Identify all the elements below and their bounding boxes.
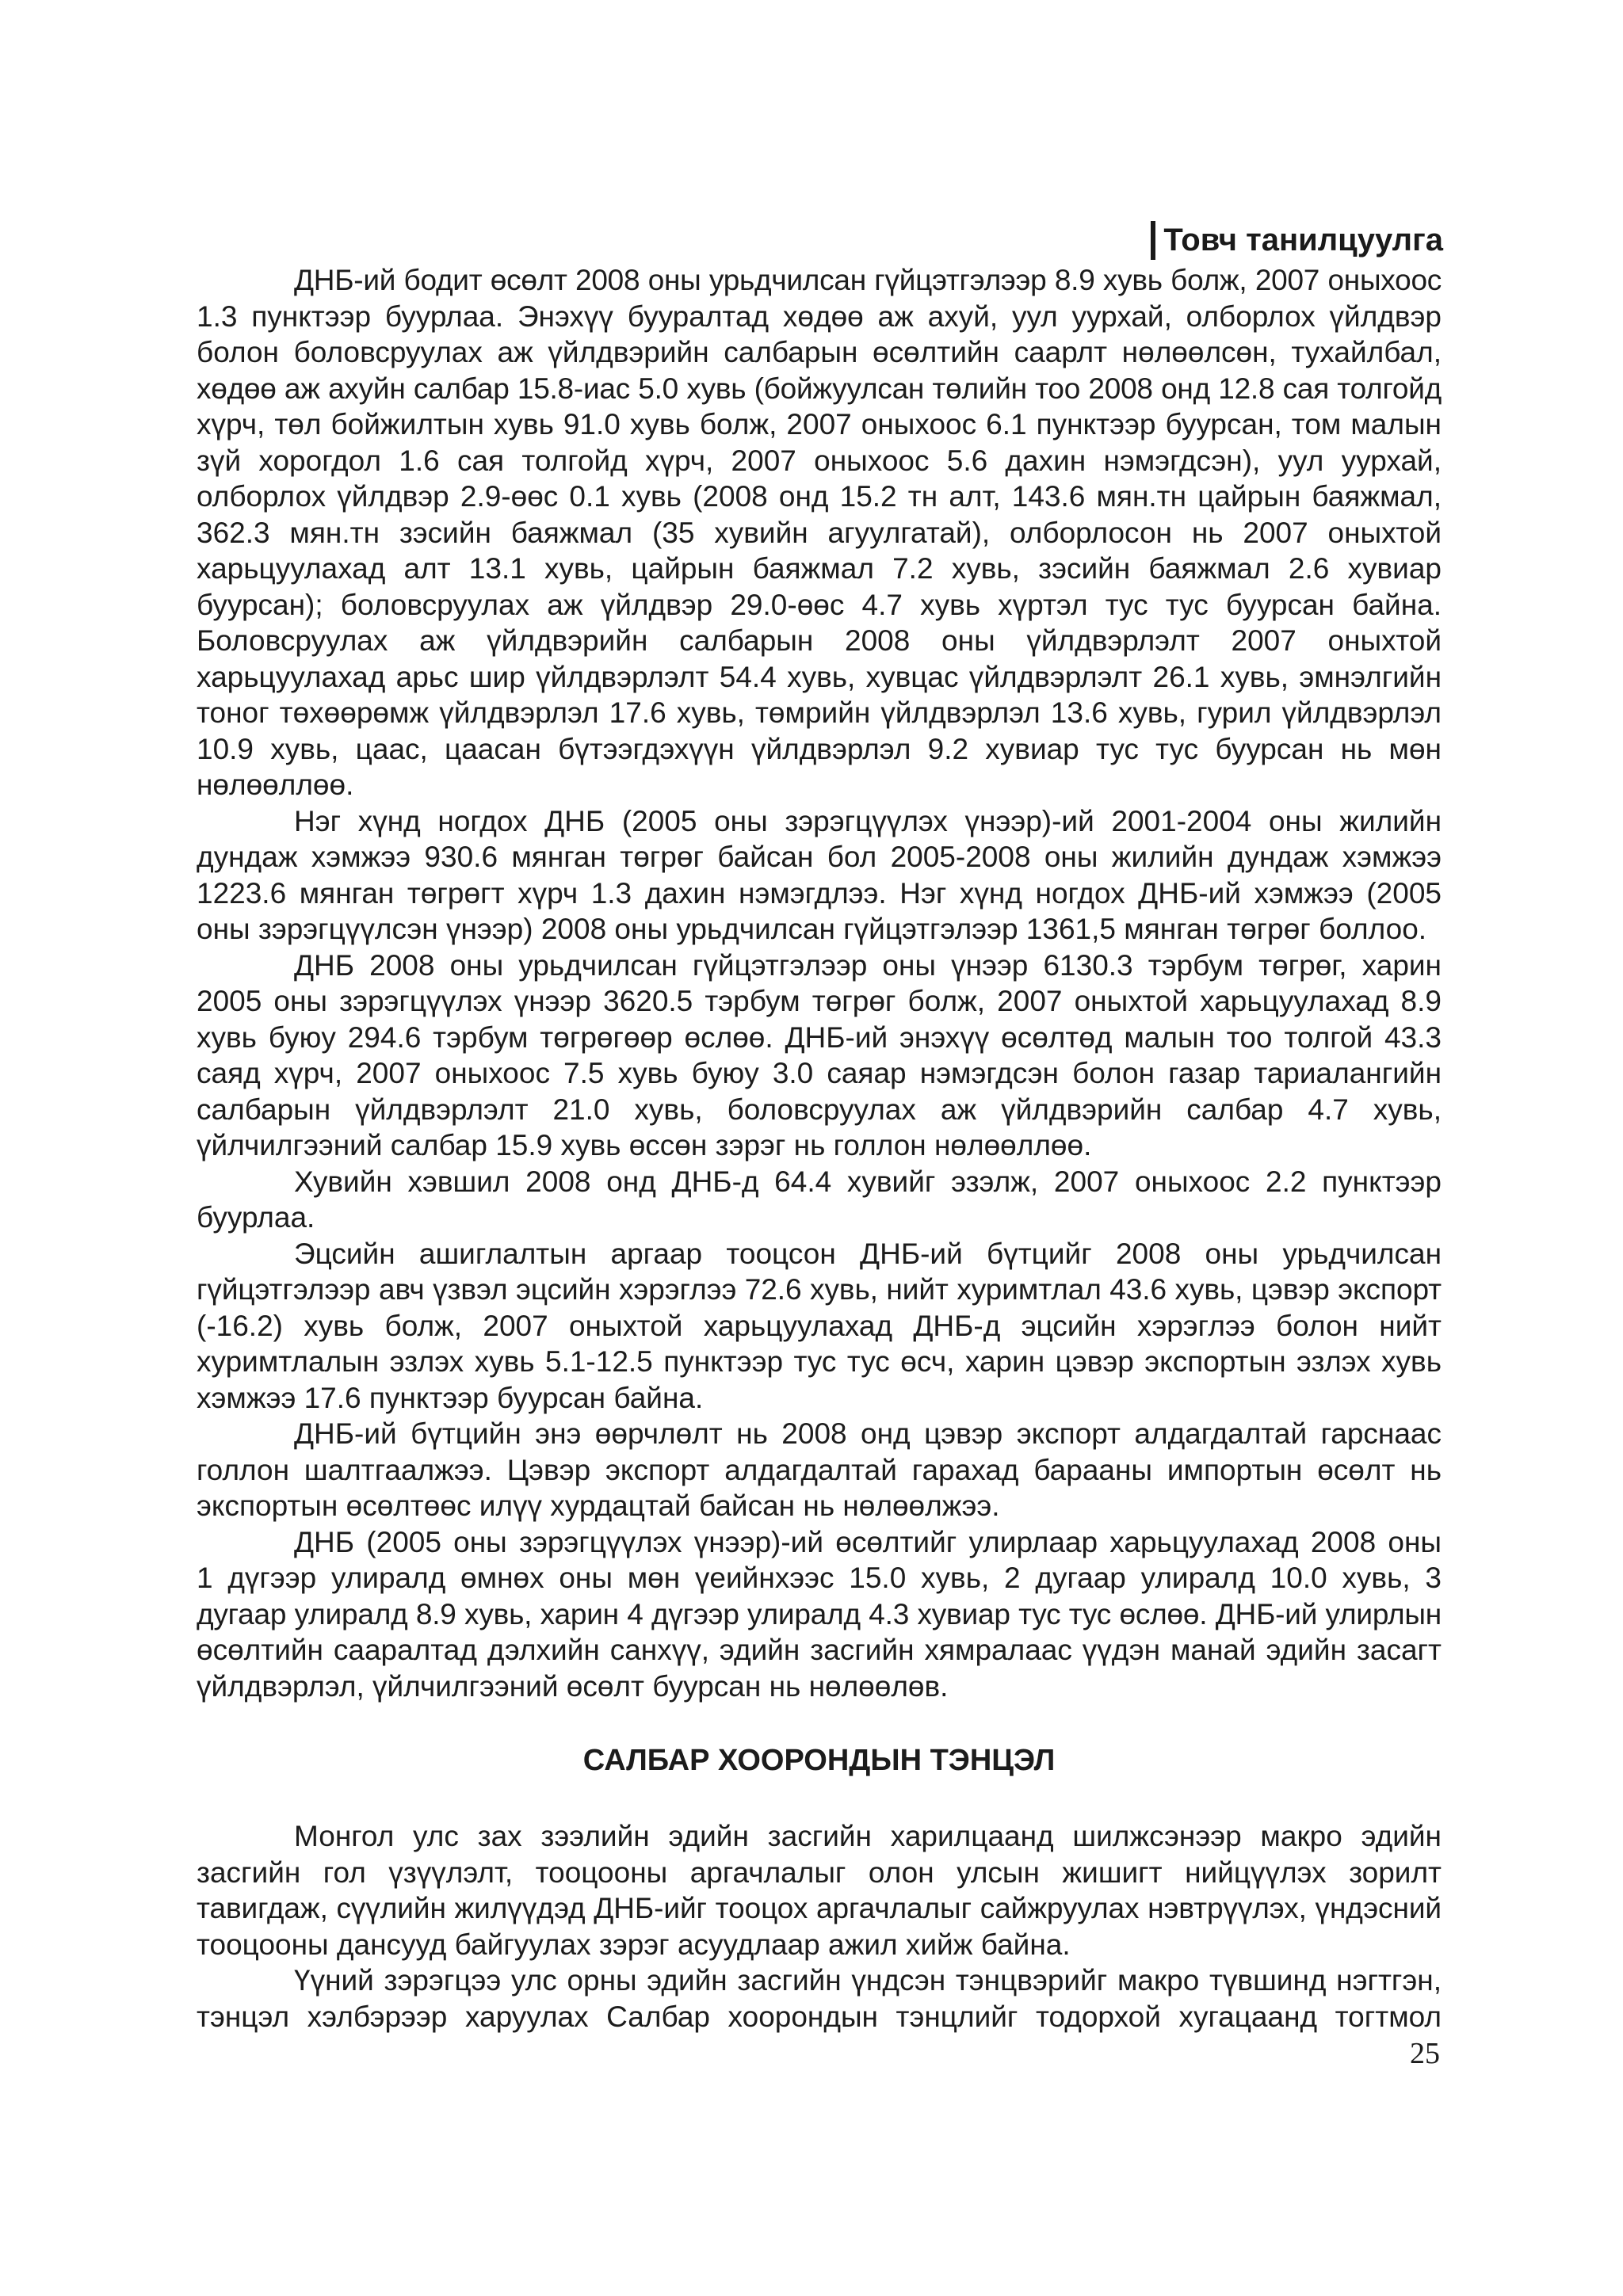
text-line bbox=[197, 443, 1442, 479]
text-line bbox=[197, 1380, 1442, 1417]
text-line bbox=[197, 1818, 1442, 1855]
text-line-content: хэмжээ 17.6 пунктээр буурсан байна. bbox=[197, 1381, 704, 1414]
text-line-content: Эцсийн ашиглалтын аргаар тооцсон ДНБ-ий бүтцийг 2008 оны урьдчилсан bbox=[294, 1237, 1442, 1270]
text-line-content: болон боловсруулах аж үйлдвэрийн салбарын өсөлтийн саарлт нөлөөлсөн, тухайлбал, bbox=[197, 336, 1442, 368]
text-line bbox=[197, 1344, 1442, 1380]
text-line bbox=[197, 334, 1442, 371]
text-line bbox=[197, 1416, 1442, 1452]
text-line-content: хуримтлалын эзлэх хувь 5.1-12.5 пунктээр тус тус өсч, харин цэвэр экспортын эзлэх хувь bbox=[197, 1345, 1442, 1378]
text-line bbox=[197, 1452, 1442, 1489]
text-line bbox=[197, 1524, 1442, 1561]
text-line-content: гүйцэтгэлээр авч үзвэл эцсийн хэрэглээ 72.6 хувь, нийт хуримтлал 43.6 хувь, цэвэр экспорт bbox=[197, 1273, 1442, 1306]
text-line bbox=[197, 695, 1442, 731]
text-line-content: 1223.6 мянган төгрөгт хүрч 1.3 дахин нэмэгдлээ. Нэг хүнд ногдох ДНБ-ий хэмжээ (2005 bbox=[197, 876, 1442, 910]
text-line-content: экспортын өсөлтөөс илүү хурдацтай байсан нь нөлөөлжээ. bbox=[197, 1489, 1000, 1522]
paragraph bbox=[197, 1962, 1442, 2035]
text-line-content: дундаж хэмжээ 930.6 мянган төгрөг байсан бол 2005-2008 оны жилийн дундаж хэмжээ bbox=[197, 841, 1442, 873]
paragraph bbox=[197, 1416, 1442, 1524]
text-line-content: тоног төхөөрөмж үйлдвэрлэл 17.6 хувь, төмрийн үйлдвэрлэл 13.6 хувь, гурил үйлдвэрлэл bbox=[197, 696, 1442, 729]
text-line-content: 1 дүгээр улиралд өмнөх оны мөн үеийнхээс 15.0 хувь, 2 дугаар улиралд 10.0 хувь, 3 bbox=[197, 1562, 1442, 1594]
text-line-content: тавигдаж, сүүлийн жилүүдэд ДНБ-ийг тооцох аргачлалыг сайжруулах нэвтрүүлэх, үндэсний bbox=[197, 1892, 1442, 1924]
text-line-content: голлон шалтгаалжээ. Цэвэр экспорт алдагдалтай гарахад барааны импортын өсөлт нь bbox=[197, 1453, 1442, 1486]
text-line bbox=[197, 1855, 1442, 1891]
text-line-content: (-16.2) хувь болж, 2007 оныхтой харьцуулахад ДНБ-д эцсийн хэрэглээ болон нийт bbox=[197, 1309, 1442, 1342]
text-line-content: салбарын үйлдвэрлэлт 21.0 хувь, боловсруулах аж үйлдвэрийн салбар 4.7 хувь, bbox=[197, 1093, 1442, 1126]
body-text bbox=[197, 262, 1442, 1704]
text-line bbox=[197, 1236, 1442, 1272]
text-line bbox=[197, 1962, 1442, 1999]
text-line-content: ДНБ 2008 оны урьдчилсан гүйцэтгэлээр оны үнээр 6130.3 тэрбум төгрөг, харин bbox=[294, 948, 1442, 982]
text-line bbox=[197, 1092, 1442, 1128]
text-line-content: саяд хүрч, 2007 оныхоос 7.5 хувь буюу 3.0 саяар нэмэгдсэн болон газар тариалангийн bbox=[197, 1057, 1442, 1089]
paragraph bbox=[197, 1818, 1442, 1962]
text-line-content: буурсан); боловсруулах аж үйлдвэр 29.0-өөс 4.7 хувь хүртэл тус тус буурсан байна. bbox=[197, 588, 1442, 621]
text-line bbox=[197, 1127, 1442, 1164]
text-line-content: хувь буюу 294.6 тэрбум төгрөгөөр өслөө. ДНБ-ий энэхүү өсөлтөд малын тоо толгой 43.3 bbox=[197, 1020, 1442, 1054]
paragraph bbox=[197, 803, 1442, 948]
text-line bbox=[197, 299, 1442, 335]
text-line bbox=[197, 875, 1442, 912]
text-line bbox=[197, 983, 1442, 1020]
text-line-content: буурлаа. bbox=[197, 1201, 315, 1234]
text-line bbox=[197, 515, 1442, 551]
paragraph bbox=[197, 1164, 1442, 1236]
text-line-content: 2005 оны зэрэгцүүлэх үнээр 3620.5 тэрбум төгрөг болж, 2007 оныхтой харьцуулахад 8.9 bbox=[197, 985, 1442, 1017]
page-number: 25 bbox=[1410, 2037, 1440, 2070]
text-line-content: Хувийн хэвшил 2008 онд ДНБ-д 64.4 хувийг эзэлж, 2007 оныхоос 2.2 пунктээр bbox=[294, 1165, 1442, 1198]
paragraph bbox=[197, 1236, 1442, 1417]
header-bar bbox=[1151, 221, 1155, 260]
text-line-content: ДНБ (2005 оны зэрэгцүүлэх үнээр)-ий өсөлтийг улирлаар харьцуулахад 2008 оны bbox=[294, 1525, 1442, 1558]
text-line bbox=[197, 406, 1442, 443]
text-line bbox=[197, 767, 1442, 803]
text-line-content: засгийн гол үзүүлэлт, тооцооны аргачлалыг олон улсын жишигт нийцүүлэх зорилт bbox=[197, 1855, 1442, 1889]
text-line-content: үйлдвэрлэл, үйлчилгээний өсөлт буурсан нь нөлөөлөв. bbox=[197, 1669, 949, 1703]
paragraph bbox=[197, 948, 1442, 1164]
text-line bbox=[197, 1560, 1442, 1596]
section-title: Товч танилцуулга bbox=[1163, 223, 1443, 257]
text-line bbox=[197, 479, 1442, 515]
text-line bbox=[197, 1308, 1442, 1344]
text-line-content: дугаар улиралд 8.9 хувь, харин 4 дүгээр улиралд 4.3 хувиар тус тус өслөө. ДНБ-ий улирлын bbox=[197, 1597, 1442, 1630]
text-line bbox=[197, 948, 1442, 984]
text-line-content: үйлчилгээний салбар 15.9 хувь өссөн зэрэг нь голлон нөлөөллөө. bbox=[197, 1129, 1092, 1161]
text-line bbox=[197, 911, 1442, 948]
text-line-content: Нэг хүнд ногдох ДНБ (2005 оны зэрэгцүүлэх үнээр)-ий 2001-2004 оны жилийн bbox=[294, 804, 1442, 837]
paragraph bbox=[197, 262, 1442, 803]
text-line bbox=[197, 551, 1442, 587]
text-line-content: 1.3 пунктээр буурлаа. Энэхүү бууралтад хөдөө аж ахуй, уул уурхай, олборлох үйлдвэр bbox=[197, 299, 1442, 333]
text-line-content: харьцуулахад арьс шир үйлдвэрлэлт 54.4 хувь, хувцас үйлдвэрлэлт 26.1 хувь, эмнэлгийн bbox=[197, 660, 1442, 693]
text-line bbox=[197, 371, 1442, 407]
text-line bbox=[197, 1488, 1442, 1524]
text-line bbox=[197, 1999, 1442, 2035]
text-line-content: Монгол улс зах зээлийн эдийн засгийн харилцаанд шилжсэнээр макро эдийн bbox=[294, 1820, 1442, 1852]
text-line bbox=[197, 803, 1442, 840]
text-line bbox=[197, 262, 1442, 299]
text-line bbox=[197, 839, 1442, 875]
text-line-content: оны зэрэгцүүлсэн үнээр) 2008 оны урьдчилсан гүйцэтгэлээр 1361,5 мянган төгрөг боллоо. bbox=[197, 913, 1427, 945]
text-line-content: нөлөөллөө. bbox=[197, 769, 354, 801]
text-line-content: Боловсруулах аж үйлдвэрийн салбарын 2008 оны үйлдвэрлэлт 2007 оныхтой bbox=[197, 624, 1442, 657]
text-line bbox=[197, 1632, 1442, 1669]
text-line bbox=[197, 1890, 1442, 1927]
body-text bbox=[197, 1818, 1442, 2035]
running-header bbox=[1151, 221, 1443, 260]
text-line-content: харьцуулахад алт 13.1 хувь, цайрын баяжмал 7.2 хувь, зэсийн баяжмал 2.6 хувиар bbox=[197, 552, 1442, 585]
text-line bbox=[197, 1596, 1442, 1633]
text-line-content: 362.3 мян.тн зэсийн баяжмал (35 хувийн агуулгатай), олборлосон нь 2007 оныхтой bbox=[197, 516, 1442, 549]
text-line-content: ДНБ-ий бодит өсөлт 2008 оны урьдчилсан гүйцэтгэлээр 8.9 хувь болж, 2007 оныхоос bbox=[294, 264, 1442, 296]
text-line-content: хөдөө аж ахуйн салбар 15.8-иас 5.0 хувь (бойжуулсан төлийн тоо 2008 онд 12.8 сая толгойд bbox=[197, 372, 1442, 405]
text-line bbox=[197, 1164, 1442, 1200]
paragraph bbox=[197, 1524, 1442, 1705]
text-line bbox=[197, 1927, 1442, 1963]
section-heading: САЛБАР ХООРОНДЫН ТЭНЦЭЛ bbox=[582, 1744, 1056, 1777]
text-line bbox=[197, 1020, 1442, 1056]
text-line bbox=[197, 587, 1442, 624]
text-line bbox=[197, 1055, 1442, 1092]
text-line-content: 10.9 хувь, цаас, цаасан бүтээгдэхүүн үйлдвэрлэл 9.2 хувиар тус тус буурсан нь мөн bbox=[197, 732, 1442, 765]
text-line bbox=[197, 623, 1442, 659]
text-line bbox=[197, 1199, 1442, 1236]
text-line-content: тэнцэл хэлбэрээр харуулах Салбар хоорондын тэнцлийг тодорхой хугацаанд тогтмол bbox=[197, 2000, 1442, 2033]
text-line-content: хүрч, төл бойжилтын хувь 91.0 хувь болж, 2007 оныхоос 6.1 пунктээр буурсан, том малын bbox=[197, 408, 1442, 441]
text-line-content: олборлох үйлдвэр 2.9-өөс 0.1 хувь (2008 онд 15.2 тн алт, 143.6 мян.тн цайрын баяжмал, bbox=[197, 480, 1442, 513]
text-line-content: Үүний зэрэгцээ улс орны эдийн засгийн үндсэн тэнцвэрийг макро түвшинд нэгтгэн, bbox=[294, 1964, 1442, 1997]
text-line bbox=[197, 1272, 1442, 1308]
text-line bbox=[197, 1669, 1442, 1705]
text-line bbox=[197, 659, 1442, 696]
text-line bbox=[197, 731, 1442, 768]
text-line-content: зүй хорогдол 1.6 сая толгойд хүрч, 2007 оныхоос 5.6 дахин нэмэгдсэн), уул уурхай, bbox=[197, 444, 1442, 477]
text-line-content: ДНБ-ий бүтцийн энэ өөрчлөлт нь 2008 онд цэвэр экспорт алдагдалтай гарснаас bbox=[294, 1417, 1442, 1450]
text-line-content: өсөлтийн сааралтад дэлхийн санхүү, эдийн засгийн хямралаас үүдэн манай эдийн засагт bbox=[197, 1634, 1442, 1666]
text-line-content: тооцооны дансууд байгуулах зэрэг асуудлаар ажил хийж байна. bbox=[197, 1928, 1071, 1961]
